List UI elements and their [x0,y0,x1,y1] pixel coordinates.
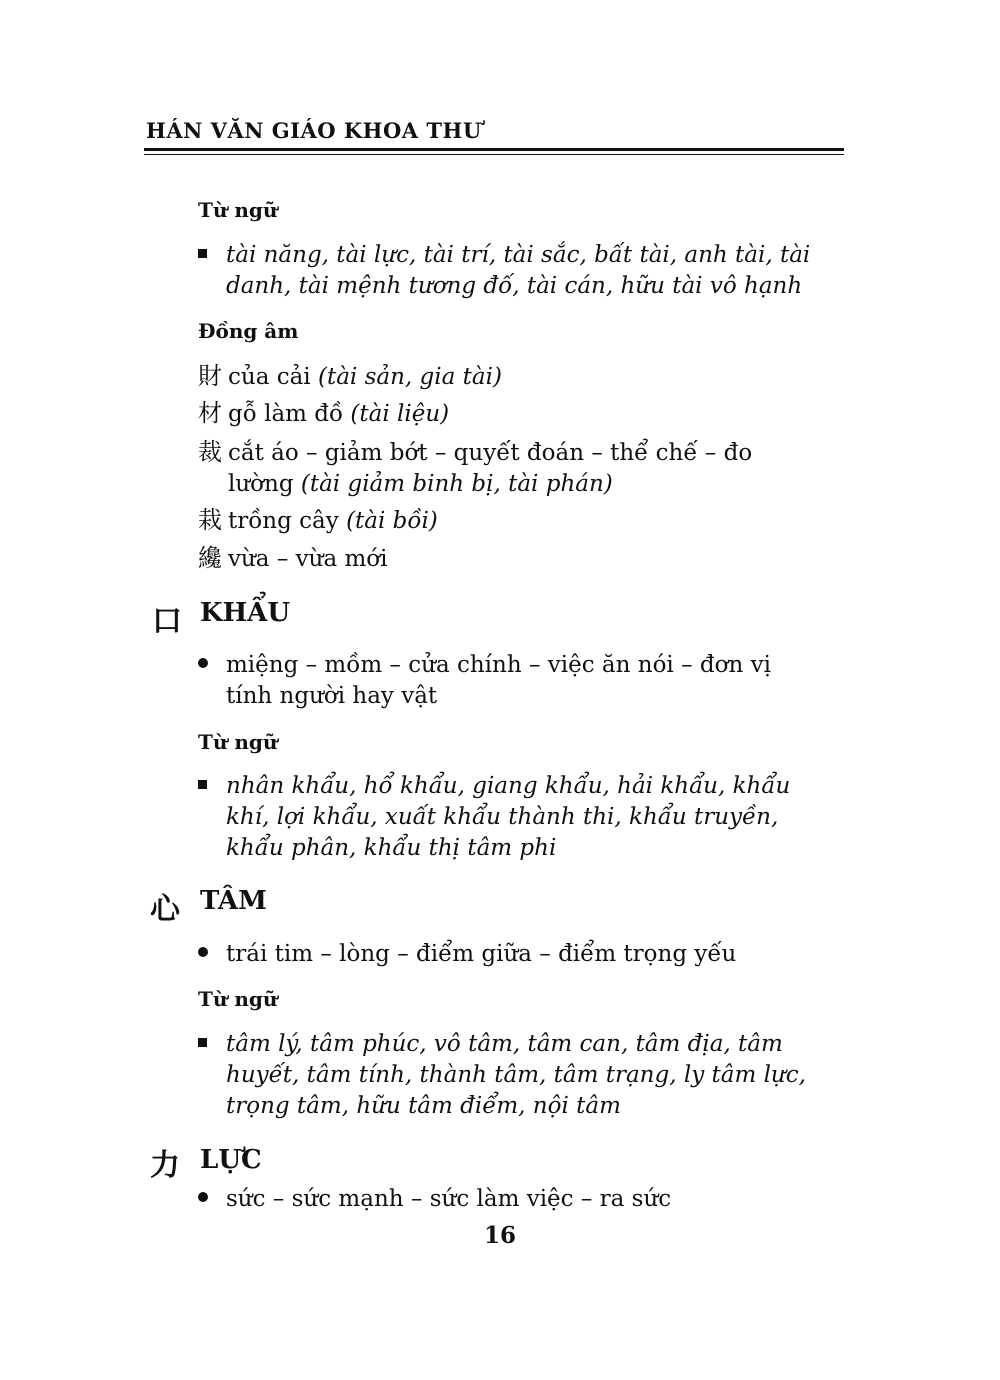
homophone-examples: (tài giảm binh bị, tài phán) [300,471,613,497]
definition-line: miệng – mồm – cửa chính – việc ăn nói – đơn vị [226,652,771,678]
homophone-item [198,398,848,430]
homophone-meaning: gỗ làm đồ [228,401,351,427]
homophone-item [198,505,848,537]
cjk-character: 栽 [198,506,222,534]
definition-line: trái tim – lòng – điểm giữa – điểm trọng yếu [226,941,737,967]
round-bullet-icon [198,1192,208,1202]
cjk-character: 財 [198,362,222,390]
homophone-item [198,361,848,393]
tu-ngu-label: Từ ngữ [198,730,278,754]
homophone-meaning: cắt áo – giảm bớt – quyết đoán – thể chế – đo [228,440,753,466]
entry-title-tam: TÂM [200,886,267,916]
header-rule-thick [144,148,844,151]
tam-definition [198,939,876,970]
homophone-item [198,543,848,575]
homophone-examples: (tài sản, gia tài) [317,364,502,390]
luc-definition [198,1184,876,1215]
homophone-meaning: của cải [228,364,318,390]
square-bullet-icon [198,249,207,258]
round-bullet-icon [198,658,208,668]
homophone-examples: (tài liệu) [350,401,450,427]
tu-ngu-label: Từ ngữ [198,987,278,1011]
entry-title-khau: KHẨU [200,598,291,628]
definition-line: tính người hay vật [226,683,438,709]
khau-word-line: khẩu phân, khẩu thị tâm phi [226,835,557,861]
running-header: HÁN VĂN GIÁO KHOA THƯ [146,118,482,143]
header-rule-thin [144,154,844,155]
khau-word-line: nhân khẩu, hổ khẩu, giang khẩu, hải khẩu, khẩu [226,773,791,799]
cjk-character: 裁 [198,438,222,466]
tu-ngu-label: Từ ngữ [198,198,278,222]
page-number: 16 [483,1222,516,1249]
homophone-meaning: vừa – vừa mới [228,546,388,572]
entry-character-luc: 力 [150,1148,180,1183]
khau-word-line: khí, lợi khẩu, xuất khẩu thành thi, khẩu truyền, [226,804,779,830]
khau-definition [198,650,876,712]
square-bullet-icon [198,1038,207,1047]
tam-word-line: tâm lý, tâm phúc, vô tâm, tâm can, tâm địa, tâm [226,1031,783,1057]
round-bullet-icon [198,947,208,957]
dong-am-label: Đồng âm [198,319,299,343]
khau-word-list [198,771,876,864]
homophone-meaning: trồng cây [228,508,347,534]
entry-character-tam: 心 [150,892,180,927]
tai-word-list [198,240,876,302]
homophone-examples: (tài bồi) [346,508,438,534]
square-bullet-icon [198,780,207,789]
tam-word-line: trọng tâm, hữu tâm điểm, nội tâm [226,1093,621,1119]
cjk-character: 纔 [198,544,222,572]
tam-word-list [198,1029,876,1122]
definition-line: sức – sức mạnh – sức làm việc – ra sức [226,1186,672,1212]
entry-character-khau: 口 [152,604,182,639]
tam-word-line: huyết, tâm tính, thành tâm, tâm trạng, ly tâm lực, [226,1062,806,1088]
homophone-meaning-cont: lường [228,471,301,497]
entry-title-luc: LỰC [200,1145,262,1175]
tai-word-line: tài năng, tài lực, tài trí, tài sắc, bất tài, anh tài, tài [226,242,811,268]
cjk-character: 材 [198,399,222,427]
tai-word-line: danh, tài mệnh tương đố, tài cán, hữu tài vô hạnh [226,273,803,299]
homophone-item [198,437,848,500]
